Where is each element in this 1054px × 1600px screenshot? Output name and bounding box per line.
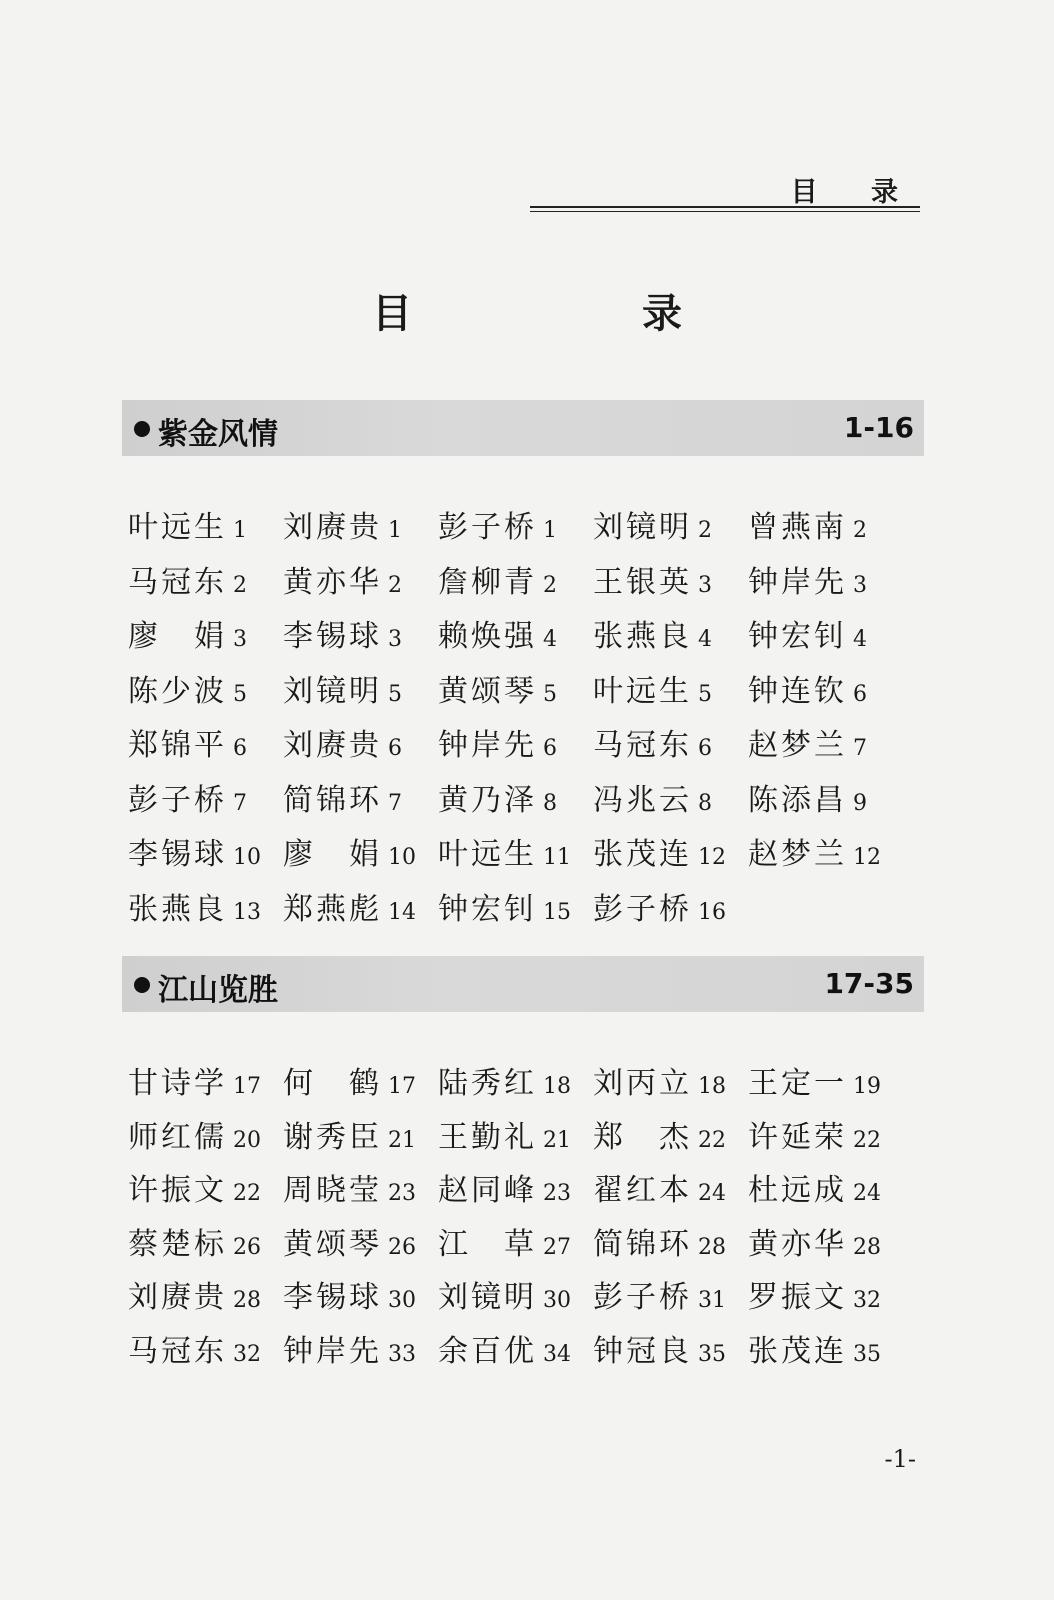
toc-entry bbox=[128, 775, 247, 818]
author-name: 简锦环 bbox=[283, 782, 382, 818]
author-name: 陈少波 bbox=[128, 673, 227, 709]
toc-entry bbox=[128, 1165, 261, 1208]
toc-entry bbox=[283, 1165, 416, 1208]
toc-entry bbox=[283, 829, 416, 872]
author-name: 翟红本 bbox=[593, 1173, 692, 1208]
author-name: 李锡球 bbox=[128, 837, 227, 872]
entry-page-number: 35 bbox=[853, 1341, 881, 1367]
entry-page-number: 9 bbox=[853, 790, 867, 816]
toc-entry bbox=[593, 557, 712, 600]
author-name: 刘赓贵 bbox=[128, 1280, 227, 1315]
entry-page-number: 2 bbox=[543, 572, 557, 598]
toc-entry bbox=[283, 1326, 416, 1369]
section-page-range: 1-16 bbox=[843, 411, 914, 444]
author-name: 黄颂琴 bbox=[283, 1226, 382, 1262]
entry-page-number: 26 bbox=[388, 1234, 416, 1260]
author-name: 廖 娟 bbox=[128, 619, 227, 654]
toc-entry bbox=[438, 1165, 571, 1208]
toc-entry bbox=[748, 720, 867, 763]
author-name: 詹柳青 bbox=[438, 564, 537, 600]
entry-page-number: 27 bbox=[543, 1234, 571, 1260]
toc-entry bbox=[128, 884, 261, 927]
entry-page-number: 17 bbox=[388, 1074, 416, 1099]
toc-entry bbox=[283, 1219, 416, 1262]
author-name: 张燕良 bbox=[128, 891, 227, 927]
entry-page-number: 22 bbox=[853, 1127, 881, 1153]
toc-entry bbox=[593, 1058, 726, 1101]
entry-page-number: 13 bbox=[233, 899, 261, 925]
entry-page-number: 24 bbox=[698, 1181, 726, 1206]
entry-page-number: 4 bbox=[543, 627, 557, 652]
toc-entry bbox=[128, 502, 247, 545]
author-name: 蔡楚标 bbox=[128, 1226, 227, 1262]
author-name: 谢秀臣 bbox=[283, 1119, 382, 1155]
author-name: 郑燕彪 bbox=[283, 891, 382, 927]
toc-entry bbox=[438, 611, 557, 654]
toc-entry bbox=[128, 1058, 261, 1101]
author-name: 李锡球 bbox=[283, 619, 382, 654]
toc-entry bbox=[748, 1272, 881, 1315]
section-title: 江山览胜 bbox=[158, 973, 278, 1008]
author-name: 何 鹤 bbox=[283, 1066, 382, 1101]
entry-page-number: 24 bbox=[853, 1181, 881, 1206]
author-name: 钟宏钊 bbox=[438, 891, 537, 927]
entry-page-number: 1 bbox=[233, 518, 247, 543]
toc-entry bbox=[438, 829, 571, 872]
toc-entry bbox=[748, 1165, 881, 1208]
entry-page-number: 3 bbox=[853, 572, 867, 598]
author-name: 刘赓贵 bbox=[283, 510, 382, 545]
toc-entry bbox=[438, 884, 571, 927]
entry-page-number: 8 bbox=[543, 790, 557, 816]
entry-page-number: 6 bbox=[233, 736, 247, 761]
toc-entry bbox=[128, 1219, 261, 1262]
entry-page-number: 10 bbox=[388, 845, 416, 870]
entry-page-number: 2 bbox=[698, 518, 712, 543]
author-name: 钟岸先 bbox=[748, 564, 847, 600]
author-name: 甘诗学 bbox=[128, 1066, 227, 1101]
toc-entry bbox=[128, 666, 247, 709]
toc-entry bbox=[438, 775, 557, 818]
author-name: 刘镜明 bbox=[283, 673, 382, 709]
entry-page-number: 14 bbox=[388, 899, 416, 925]
toc-entry bbox=[593, 502, 712, 545]
entry-page-number: 7 bbox=[233, 790, 247, 816]
toc-entry bbox=[593, 1112, 726, 1155]
author-name: 叶远生 bbox=[438, 837, 537, 872]
entry-page-number: 11 bbox=[543, 845, 571, 870]
author-name: 廖 娟 bbox=[283, 837, 382, 872]
toc-entry bbox=[593, 829, 726, 872]
entry-page-number: 7 bbox=[853, 736, 867, 761]
entry-page-number: 8 bbox=[698, 790, 712, 816]
toc-entry bbox=[283, 1112, 416, 1155]
author-name: 王银英 bbox=[593, 564, 692, 600]
section-header-1 bbox=[122, 400, 924, 456]
author-name: 余百优 bbox=[438, 1333, 537, 1369]
toc-entry bbox=[593, 1326, 726, 1369]
toc-entry bbox=[593, 1219, 726, 1262]
entry-page-number: 15 bbox=[543, 899, 571, 925]
toc-entry bbox=[128, 1112, 261, 1155]
author-name: 王勤礼 bbox=[438, 1119, 537, 1155]
toc-entry bbox=[748, 1058, 881, 1101]
toc-entry bbox=[283, 1058, 416, 1101]
entry-page-number: 2 bbox=[388, 572, 402, 598]
toc-entry bbox=[283, 502, 402, 545]
section-title: 紫金风情 bbox=[158, 417, 278, 452]
author-name: 杜远成 bbox=[748, 1173, 847, 1208]
author-name: 张茂连 bbox=[593, 837, 692, 872]
author-name: 马冠东 bbox=[128, 1333, 227, 1369]
entry-page-number: 35 bbox=[698, 1341, 726, 1367]
toc-entry bbox=[593, 1165, 726, 1208]
entry-page-number: 3 bbox=[698, 572, 712, 598]
author-name: 彭子桥 bbox=[128, 782, 227, 818]
entry-page-number: 28 bbox=[233, 1288, 261, 1313]
toc-entry bbox=[438, 1272, 571, 1315]
author-name: 钟冠良 bbox=[593, 1333, 692, 1369]
author-name: 简锦环 bbox=[593, 1226, 692, 1262]
page-number: -1- bbox=[884, 1445, 916, 1473]
entry-page-number: 19 bbox=[853, 1074, 881, 1099]
bullet-icon bbox=[134, 977, 150, 993]
entry-page-number: 22 bbox=[233, 1181, 261, 1206]
toc-entry bbox=[748, 1326, 881, 1369]
author-name: 冯兆云 bbox=[593, 782, 692, 818]
entry-page-number: 34 bbox=[543, 1341, 571, 1367]
entry-page-number: 4 bbox=[853, 627, 867, 652]
entry-page-number: 26 bbox=[233, 1234, 261, 1260]
toc-entry bbox=[748, 1219, 881, 1262]
author-name: 黄亦华 bbox=[748, 1226, 847, 1262]
author-name: 刘镜明 bbox=[593, 510, 692, 545]
entry-page-number: 30 bbox=[388, 1288, 416, 1313]
author-name: 师红儒 bbox=[128, 1119, 227, 1155]
toc-entry bbox=[438, 720, 557, 763]
author-name: 叶远生 bbox=[593, 673, 692, 709]
entry-page-number: 30 bbox=[543, 1288, 571, 1313]
entry-page-number: 32 bbox=[233, 1341, 261, 1367]
entry-page-number: 28 bbox=[698, 1234, 726, 1260]
toc-entry bbox=[128, 829, 261, 872]
entry-page-number: 3 bbox=[233, 627, 247, 652]
toc-entry bbox=[128, 1326, 261, 1369]
toc-entry bbox=[593, 666, 712, 709]
author-name: 黄乃泽 bbox=[438, 782, 537, 818]
toc-entry bbox=[593, 1272, 726, 1315]
entry-page-number: 32 bbox=[853, 1288, 881, 1313]
toc-entry bbox=[283, 775, 402, 818]
author-name: 王定一 bbox=[748, 1066, 847, 1101]
entry-page-number: 6 bbox=[853, 681, 867, 707]
running-header: 目 录 bbox=[790, 177, 920, 208]
entry-page-number: 6 bbox=[388, 736, 402, 761]
author-name: 钟岸先 bbox=[438, 728, 537, 763]
toc-entry bbox=[748, 775, 867, 818]
entry-page-number: 7 bbox=[388, 790, 402, 816]
page-title: 目 录 bbox=[372, 291, 790, 337]
toc-entry bbox=[283, 1272, 416, 1315]
toc-entry bbox=[748, 666, 867, 709]
entry-page-number: 5 bbox=[543, 681, 557, 707]
author-name: 张燕良 bbox=[593, 619, 692, 654]
toc-entry bbox=[748, 557, 867, 600]
toc-entry bbox=[283, 884, 416, 927]
entry-page-number: 21 bbox=[388, 1127, 416, 1153]
author-name: 赵同峰 bbox=[438, 1173, 537, 1208]
toc-entry bbox=[748, 829, 881, 872]
toc-entry bbox=[593, 884, 726, 927]
author-name: 赖焕强 bbox=[438, 619, 537, 654]
toc-entry bbox=[283, 720, 402, 763]
toc-entry bbox=[593, 720, 712, 763]
toc-entry bbox=[593, 775, 712, 818]
author-name: 马冠东 bbox=[128, 564, 227, 600]
entry-page-number: 3 bbox=[388, 627, 402, 652]
toc-entry bbox=[128, 1272, 261, 1315]
toc-entry bbox=[438, 666, 557, 709]
entry-page-number: 4 bbox=[698, 627, 712, 652]
toc-entry bbox=[128, 720, 247, 763]
toc-entry bbox=[283, 611, 402, 654]
entry-page-number: 23 bbox=[388, 1181, 416, 1206]
entry-page-number: 6 bbox=[543, 736, 557, 761]
author-name: 李锡球 bbox=[283, 1280, 382, 1315]
entry-page-number: 22 bbox=[698, 1127, 726, 1153]
author-name: 许振文 bbox=[128, 1173, 227, 1208]
bullet-icon bbox=[134, 421, 150, 437]
author-name: 曾燕南 bbox=[748, 510, 847, 545]
author-name: 陆秀红 bbox=[438, 1066, 537, 1101]
toc-entry bbox=[438, 1112, 571, 1155]
author-name: 刘镜明 bbox=[438, 1280, 537, 1315]
author-name: 刘丙立 bbox=[593, 1066, 692, 1101]
author-name: 刘赓贵 bbox=[283, 728, 382, 763]
toc-entry bbox=[438, 502, 557, 545]
entry-page-number: 18 bbox=[543, 1074, 571, 1099]
toc-entry bbox=[283, 557, 402, 600]
entry-page-number: 23 bbox=[543, 1181, 571, 1206]
author-name: 钟岸先 bbox=[283, 1333, 382, 1369]
toc-entry bbox=[438, 1326, 571, 1369]
entry-page-number: 18 bbox=[698, 1074, 726, 1099]
section-page-range: 17-35 bbox=[824, 967, 914, 1000]
toc-entry bbox=[283, 666, 402, 709]
toc-entry bbox=[593, 611, 712, 654]
author-name: 叶远生 bbox=[128, 510, 227, 545]
author-name: 许延荣 bbox=[748, 1119, 847, 1155]
header-rule bbox=[530, 206, 920, 212]
entry-page-number: 1 bbox=[543, 518, 557, 543]
author-name: 马冠东 bbox=[593, 728, 692, 763]
author-name: 郑 杰 bbox=[593, 1119, 692, 1155]
toc-entry bbox=[128, 557, 247, 600]
entry-page-number: 1 bbox=[388, 518, 402, 543]
author-name: 彭子桥 bbox=[593, 891, 692, 927]
author-name: 郑锦平 bbox=[128, 728, 227, 763]
author-name: 张茂连 bbox=[748, 1333, 847, 1369]
section-header-2 bbox=[122, 956, 924, 1012]
entry-page-number: 5 bbox=[388, 681, 402, 707]
entry-page-number: 12 bbox=[698, 845, 726, 870]
author-name: 赵梦兰 bbox=[748, 728, 847, 763]
author-name: 江 草 bbox=[438, 1226, 537, 1262]
author-name: 钟宏钊 bbox=[748, 619, 847, 654]
author-name: 钟连钦 bbox=[748, 673, 847, 709]
entry-page-number: 5 bbox=[233, 681, 247, 707]
entry-page-number: 2 bbox=[233, 572, 247, 598]
author-name: 彭子桥 bbox=[438, 510, 537, 545]
entry-page-number: 2 bbox=[853, 518, 867, 543]
author-name: 黄亦华 bbox=[283, 564, 382, 600]
entry-page-number: 33 bbox=[388, 1341, 416, 1367]
author-name: 赵梦兰 bbox=[748, 837, 847, 872]
toc-entry bbox=[748, 611, 867, 654]
entry-page-number: 20 bbox=[233, 1127, 261, 1153]
toc-entry bbox=[438, 557, 557, 600]
entry-page-number: 21 bbox=[543, 1127, 571, 1153]
author-name: 彭子桥 bbox=[593, 1280, 692, 1315]
entry-page-number: 10 bbox=[233, 845, 261, 870]
toc-entry bbox=[438, 1058, 571, 1101]
entry-page-number: 6 bbox=[698, 736, 712, 761]
toc-entry bbox=[748, 1112, 881, 1155]
author-name: 罗振文 bbox=[748, 1280, 847, 1315]
entry-page-number: 31 bbox=[698, 1288, 726, 1313]
entry-page-number: 12 bbox=[853, 845, 881, 870]
entry-page-number: 16 bbox=[698, 899, 726, 925]
author-name: 黄颂琴 bbox=[438, 673, 537, 709]
entry-page-number: 28 bbox=[853, 1234, 881, 1260]
author-name: 周晓莹 bbox=[283, 1173, 382, 1208]
toc-entry bbox=[438, 1219, 571, 1262]
toc-entry bbox=[128, 611, 247, 654]
entry-page-number: 5 bbox=[698, 681, 712, 707]
toc-entry bbox=[748, 502, 867, 545]
author-name: 陈添昌 bbox=[748, 782, 847, 818]
entry-page-number: 17 bbox=[233, 1074, 261, 1099]
